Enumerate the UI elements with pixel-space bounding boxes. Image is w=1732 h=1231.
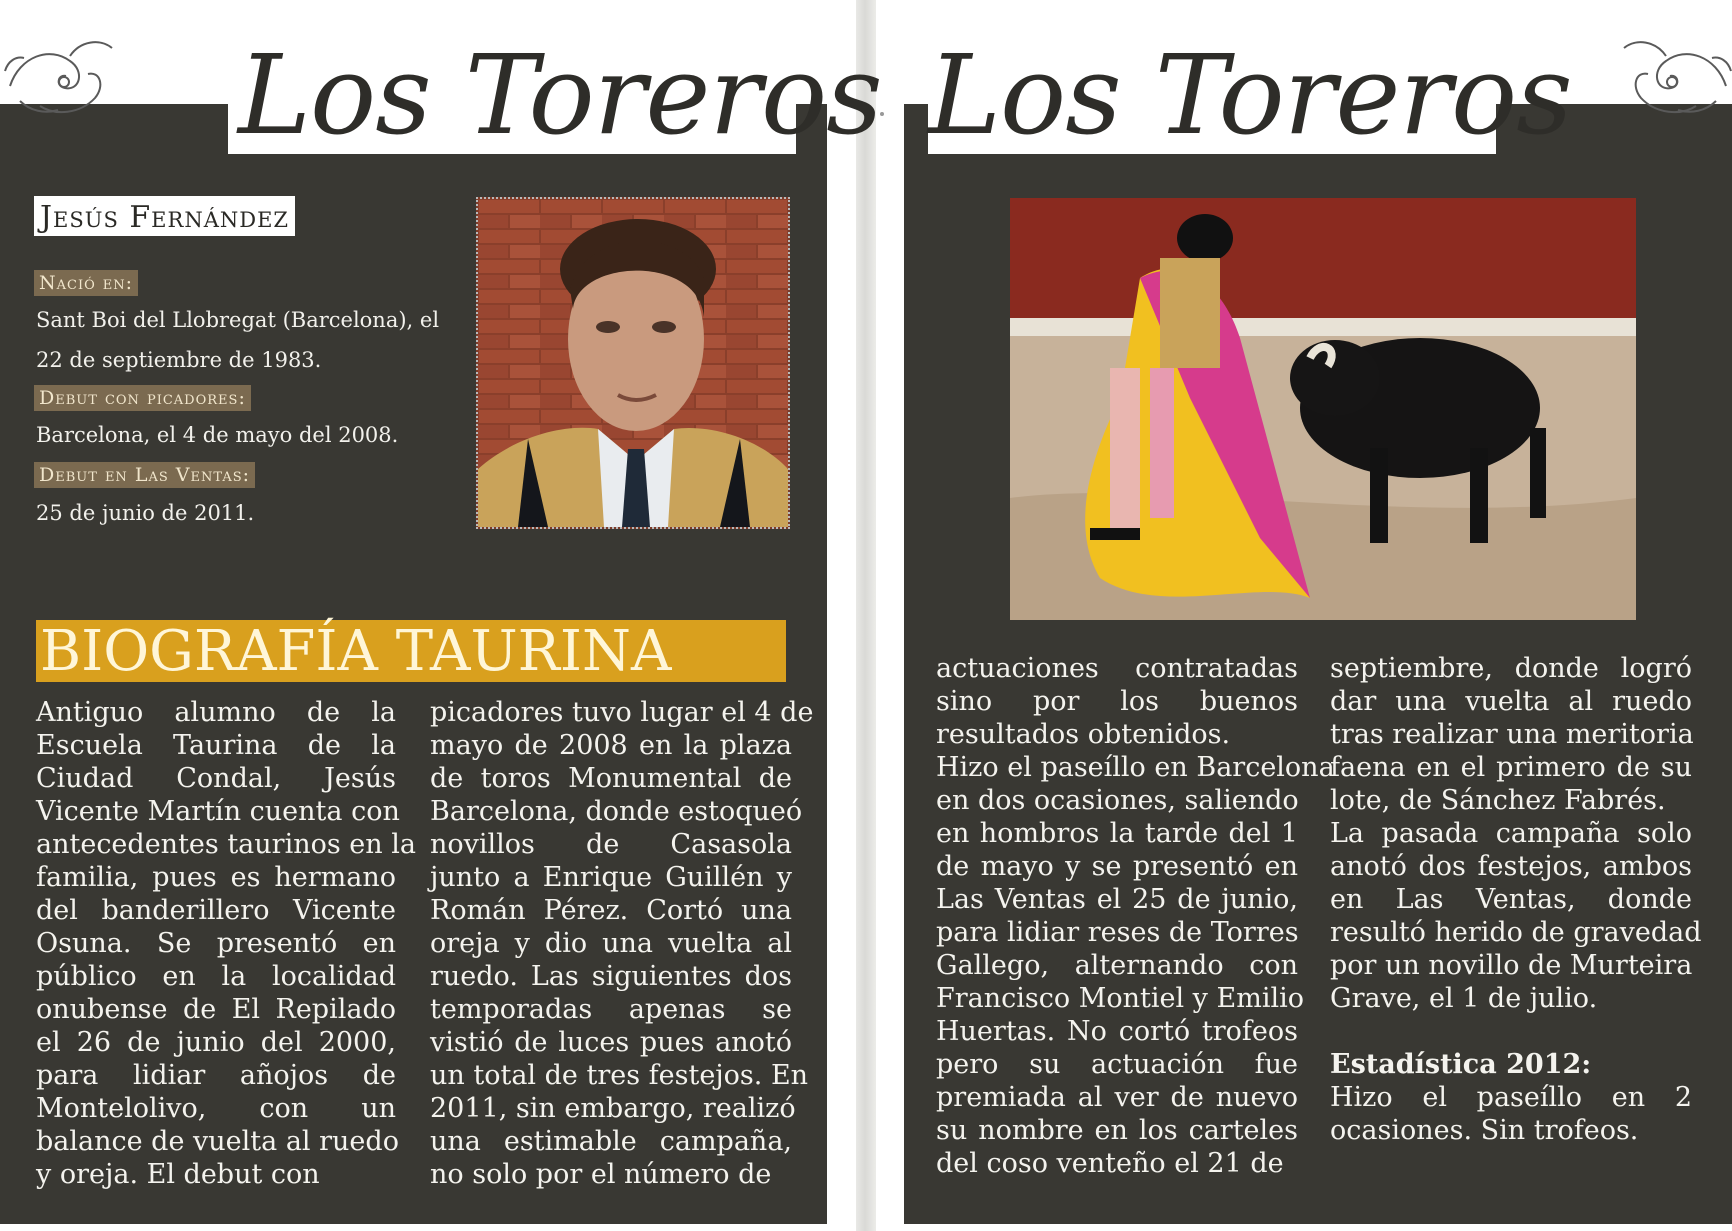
text-line: novillos de Casasola xyxy=(430,829,792,860)
text-line: ruedo. Las siguientes dos xyxy=(430,961,792,992)
biography-column-1 xyxy=(36,696,416,1191)
bullfight-photo xyxy=(1010,198,1636,620)
text-line: Hizo el paseíllo en Barcelona xyxy=(936,752,1335,783)
text-line: onubense de El Repilado xyxy=(36,994,396,1025)
text-line: Escuela Taurina de la xyxy=(36,730,396,761)
text-line: dar una vuelta al ruedo xyxy=(1330,686,1692,717)
text-line: una estimable campaña, xyxy=(430,1126,792,1157)
text-line: Román Pérez. Cortó una xyxy=(430,895,792,926)
text-line: Gallego, alternando con xyxy=(936,950,1298,981)
text-line: septiembre, donde logró xyxy=(1330,653,1692,684)
scroll-ornament-icon xyxy=(0,26,120,136)
text-line: La pasada campaña solo xyxy=(1330,818,1692,849)
text-line: antecedentes taurinos en la xyxy=(36,829,416,860)
text-line: un total de tres festejos. En xyxy=(430,1060,809,1091)
text-line: para lidiar añojos de xyxy=(36,1060,396,1091)
text-line: pero su actuación fue xyxy=(936,1049,1298,1080)
text-line: junto a Enrique Guillén y xyxy=(430,862,792,893)
text-line: y oreja. El debut con xyxy=(36,1159,320,1190)
page-title: Los Toreros xyxy=(238,31,882,159)
text-line: 2011, sin embargo, realizó xyxy=(430,1093,796,1124)
text-line: mayo de 2008 en la plaza xyxy=(430,730,792,761)
text-line: Las Ventas el 25 de junio, xyxy=(936,884,1298,915)
text-line: Ciudad Condal, Jesús xyxy=(36,763,396,794)
text-line: su nombre en los carteles xyxy=(936,1115,1298,1146)
text-line: de mayo y se presentó en xyxy=(936,851,1298,882)
text-line: por un novillo de Murteira xyxy=(1330,950,1693,981)
text-line: Montelolivo, con un xyxy=(36,1093,396,1124)
text-line: para lidiar reses de Torres xyxy=(936,917,1299,948)
text-line: resultados obtenidos. xyxy=(936,719,1231,750)
text-line: Francisco Montiel y Emilio xyxy=(936,983,1304,1014)
text-line: en dos ocasiones, saliendo xyxy=(936,785,1299,816)
statistics-line: Hizo el paseíllo en 2 xyxy=(1330,1082,1692,1113)
text-line: vistió de luces pues anotó xyxy=(430,1027,792,1058)
text-line: del coso venteño el 21 de xyxy=(936,1148,1284,1179)
page-title: Los Toreros xyxy=(928,31,1572,159)
scroll-ornament-icon xyxy=(1616,26,1732,136)
text-line: Antiguo alumno de la xyxy=(36,697,396,728)
text-line: actuaciones contratadas xyxy=(936,653,1298,684)
text-line: Huertas. No cortó trofeos xyxy=(936,1016,1298,1047)
text-line: familia, pues es hermano xyxy=(36,862,396,893)
biography-heading: BIOGRAFÍA TAURINA xyxy=(36,620,786,682)
text-line: oreja y dio una vuelta al xyxy=(430,928,792,959)
text-line: lote, de Sánchez Fabrés. xyxy=(1330,785,1666,816)
statistics-line: ocasiones. Sin trofeos. xyxy=(1330,1115,1639,1146)
statistics-heading: Estadística 2012: xyxy=(1330,1049,1592,1080)
text-line: premiada al ver de nuevo xyxy=(936,1082,1298,1113)
text-line: el 26 de junio del 2000, xyxy=(36,1027,396,1058)
text-line: picadores tuvo lugar el 4 de xyxy=(430,697,814,728)
text-line: público en la localidad xyxy=(36,961,396,992)
fact-value-birthdate: 22 de septiembre de 1983. xyxy=(36,348,322,372)
text-line: del banderillero Vicente xyxy=(36,895,396,926)
fact-label-debut-ventas: Debut en Las Ventas: xyxy=(34,462,255,488)
text-line: Vicente Martín cuenta con xyxy=(36,796,400,827)
fact-label-birthplace: Nació en: xyxy=(34,270,138,296)
biography-column-3 xyxy=(936,652,1335,1180)
text-line: faena en el primero de su xyxy=(1330,752,1692,783)
text-line: anotó dos festejos, ambos xyxy=(1330,851,1692,882)
text-line: temporadas apenas se xyxy=(430,994,792,1025)
biography-column-2 xyxy=(430,696,814,1191)
text-line: Osuna. Se presentó en xyxy=(36,928,396,959)
fact-label-debut-picadores: Debut con picadores: xyxy=(34,385,251,411)
torero-portrait xyxy=(476,197,790,529)
text-line: sino por los buenos xyxy=(936,686,1298,717)
fact-value-birthplace: Sant Boi del Llobregat (Barcelona), el xyxy=(36,308,440,332)
fact-value-debut-ventas: 25 de junio de 2011. xyxy=(36,501,255,525)
text-line: resultó herido de gravedad xyxy=(1330,917,1702,948)
biography-column-4 xyxy=(1330,652,1702,1147)
text-line: tras realizar una meritoria xyxy=(1330,719,1694,750)
text-line: Grave, el 1 de julio. xyxy=(1330,983,1598,1014)
text-line: balance de vuelta al ruedo xyxy=(36,1126,399,1157)
spacer xyxy=(1330,1015,1692,1048)
torero-name: Jesús Fernández xyxy=(34,196,295,236)
text-line: en hombros la tarde del 1 xyxy=(936,818,1298,849)
page-gutter xyxy=(856,0,876,1231)
text-line: no solo por el número de xyxy=(430,1159,772,1190)
text-line: de toros Monumental de xyxy=(430,763,792,794)
text-line: en Las Ventas, donde xyxy=(1330,884,1692,915)
fact-value-debut-picadores: Barcelona, el 4 de mayo del 2008. xyxy=(36,423,399,447)
text-line: Barcelona, donde estoqueó xyxy=(430,796,803,827)
